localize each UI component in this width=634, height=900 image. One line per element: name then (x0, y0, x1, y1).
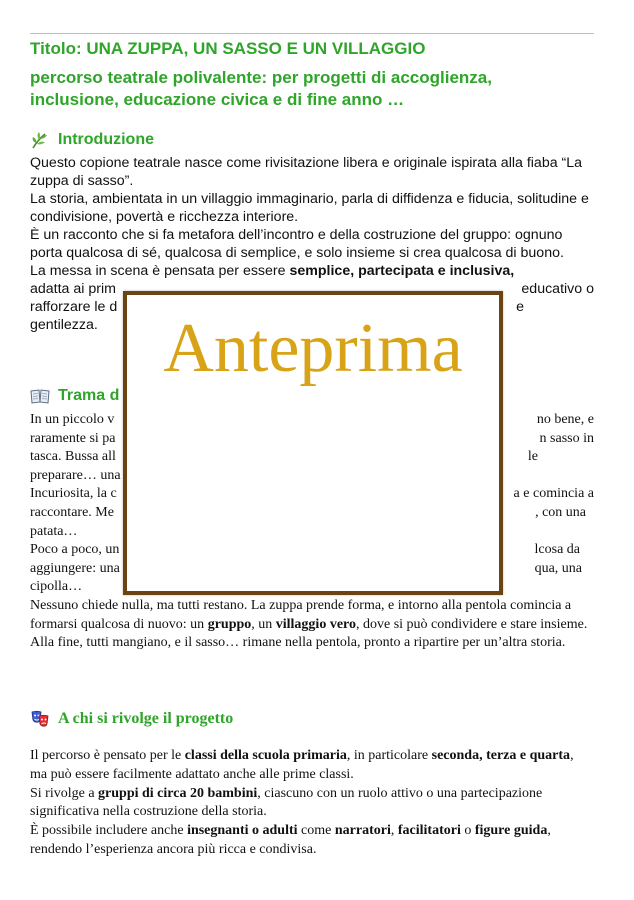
target-body (30, 747, 594, 860)
intro-paragraph-1: Questo copione teatrale nasce come rivisitazione libera e originale ispirata alla fiaba “La zuppa di sasso”. (30, 155, 583, 189)
target-p2-bold-1: gruppi di circa 20 bambini (98, 785, 258, 801)
plot-l9-end: qua, una (534, 560, 582, 576)
theater-masks-icon (30, 710, 50, 728)
plot-paragraph-after-2: Alla fine, tutti mangiano, e il sasso… rimane nella pentola, pronto a ripartire per un’altra storia. (30, 635, 566, 651)
preview-watermark-box (123, 291, 503, 595)
plot-line-4: preparare… una (30, 467, 121, 483)
document-title: Titolo: UNA ZUPPA, UN SASSO E UN VILLAGGIO (30, 39, 426, 58)
plot-l8-start: Poco a poco, un (30, 542, 120, 558)
intro-paragraph-4 (30, 262, 594, 280)
plot-after1-bold-1: gruppo (207, 616, 252, 632)
plot-after1-end: , dove si può condividere e stare insieme. (356, 616, 588, 632)
target-p3-mid-1: come (297, 823, 335, 839)
plot-l1-start: In un piccolo v (30, 412, 115, 427)
target-p1-mid: , in particolare (346, 748, 432, 763)
target-p3-mid-2: , (390, 823, 398, 839)
top-divider (30, 33, 594, 34)
intro-heading-label: Introduzione (58, 131, 154, 148)
target-p3-bold-2: narratori (334, 823, 391, 839)
target-p3-start: È possibile includere anche (30, 823, 188, 839)
plot-line-7: patata… (30, 523, 78, 539)
plot-l3-start: tasca. Bussa all (30, 449, 116, 465)
plot-line-10: cipolla… (30, 579, 83, 595)
plot-l5-start: Incuriosita, la c (30, 486, 117, 502)
plot-after1-start: Nessuno chiede nulla, ma tutti restano. La zuppa prende forma, e intorno alla pentola comincia a formarsi qualcosa di nuovo: un (30, 597, 572, 632)
target-p2-end: , ciascuno con un ruolo attivo o una partecipazione significativa nella costruzione della storia. (30, 785, 543, 820)
intro-p4-l2-end: educativo o (521, 281, 594, 297)
plot-l1-end: no bene, e (536, 412, 594, 427)
plot-l3-end: le (527, 449, 538, 465)
target-p3-bold-1: insegnanti o adulti (187, 823, 298, 839)
subtitle-line-2: inclusione, educazione civica e di fine anno … (30, 90, 405, 109)
intro-heading (30, 130, 594, 150)
intro-paragraph-2: La storia, ambientata in un villaggio immaginario, parla di diffidenza e fiducia, solitudine e condivisione, povertà e ricchezza interiore. (30, 191, 589, 225)
plot-l8-end: lcosa da (534, 542, 580, 558)
target-p1-bold-1: classi della scuola primaria (184, 748, 347, 763)
intro-paragraph-3: È un racconto che si fa metafora dell’incontro e della costruzione del gruppo: ognuno porta qualcosa di sé, qualcosa di semplice, e solo insieme si crea qualcosa di buono. (30, 227, 564, 261)
herb-icon (30, 131, 50, 149)
target-paragraph-2 (30, 785, 594, 823)
target-heading (30, 709, 594, 729)
target-p2-start: Si rivolge a (30, 785, 99, 801)
plot-after1-mid: , un (251, 616, 276, 632)
intro-p4-l2-start: adatta ai prim (30, 281, 116, 297)
target-p1-bold-2: seconda, terza e quarta (431, 748, 571, 763)
target-heading-label: A chi si rivolge il progetto (58, 710, 234, 727)
intro-p4-start: La messa in scena è pensata per essere (30, 263, 290, 279)
intro-p4-l3-end: e (516, 299, 524, 315)
target-p1-start: Il percorso è pensato per le (30, 748, 185, 763)
target-p3-bold-3: facilitatori (397, 823, 461, 839)
preview-watermark-label: Anteprima (163, 310, 463, 387)
subtitle-line-1: percorso teatrale polivalente: per progetti di accoglienza, (30, 68, 492, 87)
plot-l2-end: n sasso in (539, 430, 594, 446)
target-paragraph-3 (30, 822, 594, 860)
target-p3-mid-3: o (460, 823, 475, 839)
plot-l6-start: raccontare. Me (30, 504, 114, 520)
target-p1-end: , ma può essere facilmente adattato anche alle prime classi. (30, 748, 574, 782)
target-p3-bold-4: figure guida (474, 823, 548, 839)
intro-p4-l3-start: rafforzare le d (30, 299, 118, 315)
intro-p4-bold: semplice, partecipata e inclusiva, (289, 263, 515, 279)
plot-paragraph-after-1 (30, 597, 594, 634)
document-subtitle (30, 67, 594, 111)
plot-l5-end: a e comincia a (513, 486, 594, 502)
target-p3-end: , rendendo l’esperienza ancora più ricca e condivisa. (30, 823, 551, 857)
plot-heading-label: Trama d (58, 387, 120, 404)
open-book-icon (30, 387, 50, 405)
intro-paragraph-4-line-4: gentilezza. (30, 317, 98, 333)
plot-l2-start: raramente si pa (30, 430, 116, 446)
plot-l6-end: , con una (535, 504, 586, 520)
target-paragraph-1 (30, 747, 594, 785)
plot-l9-start: aggiungere: una (30, 560, 120, 576)
plot-after1-bold-2: villaggio vero (275, 616, 356, 632)
